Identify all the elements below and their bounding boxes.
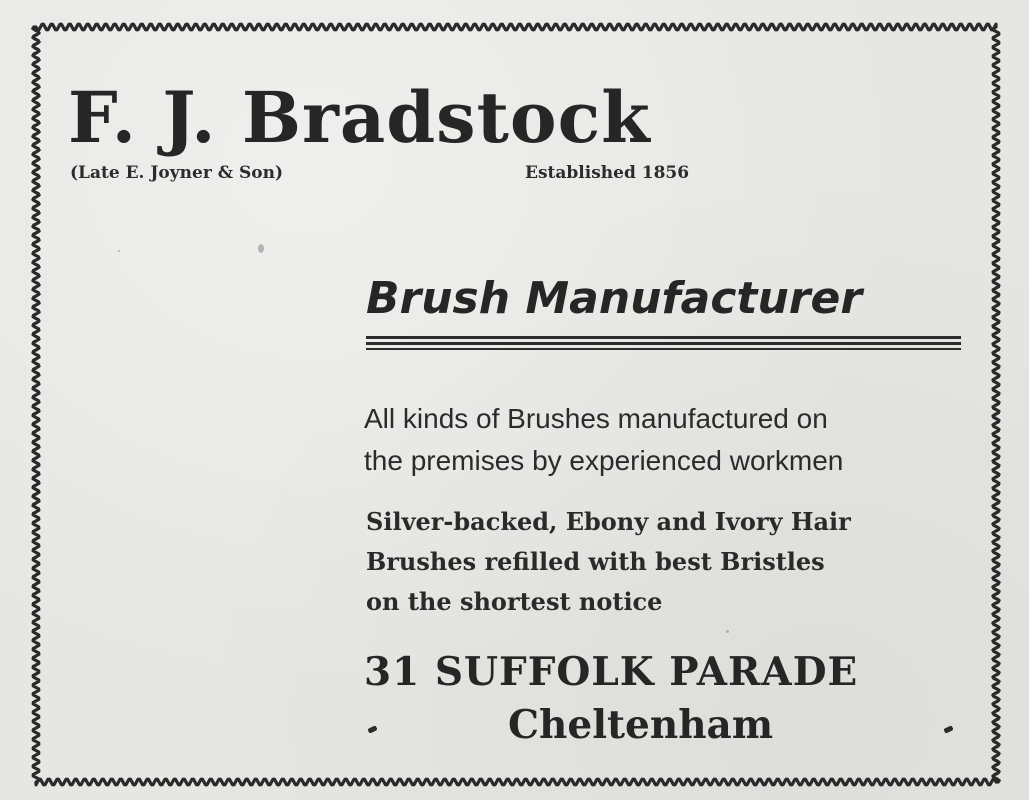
service-line: on the shortest notice — [366, 587, 663, 616]
heading-rule — [366, 336, 961, 339]
service-paragraph — [366, 502, 851, 622]
established-date: Established 1856 — [525, 163, 690, 183]
predecessor-note: (Late E. Joyner & Son) — [70, 163, 283, 183]
service-line: Brushes refilled with best Bristles — [366, 547, 825, 576]
print-speck — [726, 630, 729, 633]
heading-rule — [366, 342, 961, 345]
description-paragraph — [364, 398, 964, 482]
description-line: the premises by experienced workmen — [364, 445, 844, 476]
street-address: 31 SUFFOLK PARADE — [364, 649, 859, 695]
description-line: All kinds of Brushes manufactured on — [364, 403, 828, 434]
trade-heading: Brush Manufacturer — [366, 273, 863, 324]
town-name: Cheltenham — [508, 702, 774, 748]
service-line: Silver-backed, Ebony and Ivory Hair — [366, 507, 851, 536]
print-speck — [118, 250, 120, 252]
print-speck — [258, 244, 264, 253]
heading-rule — [366, 348, 961, 350]
firm-name-heading: F. J. Bradstock — [68, 76, 651, 159]
